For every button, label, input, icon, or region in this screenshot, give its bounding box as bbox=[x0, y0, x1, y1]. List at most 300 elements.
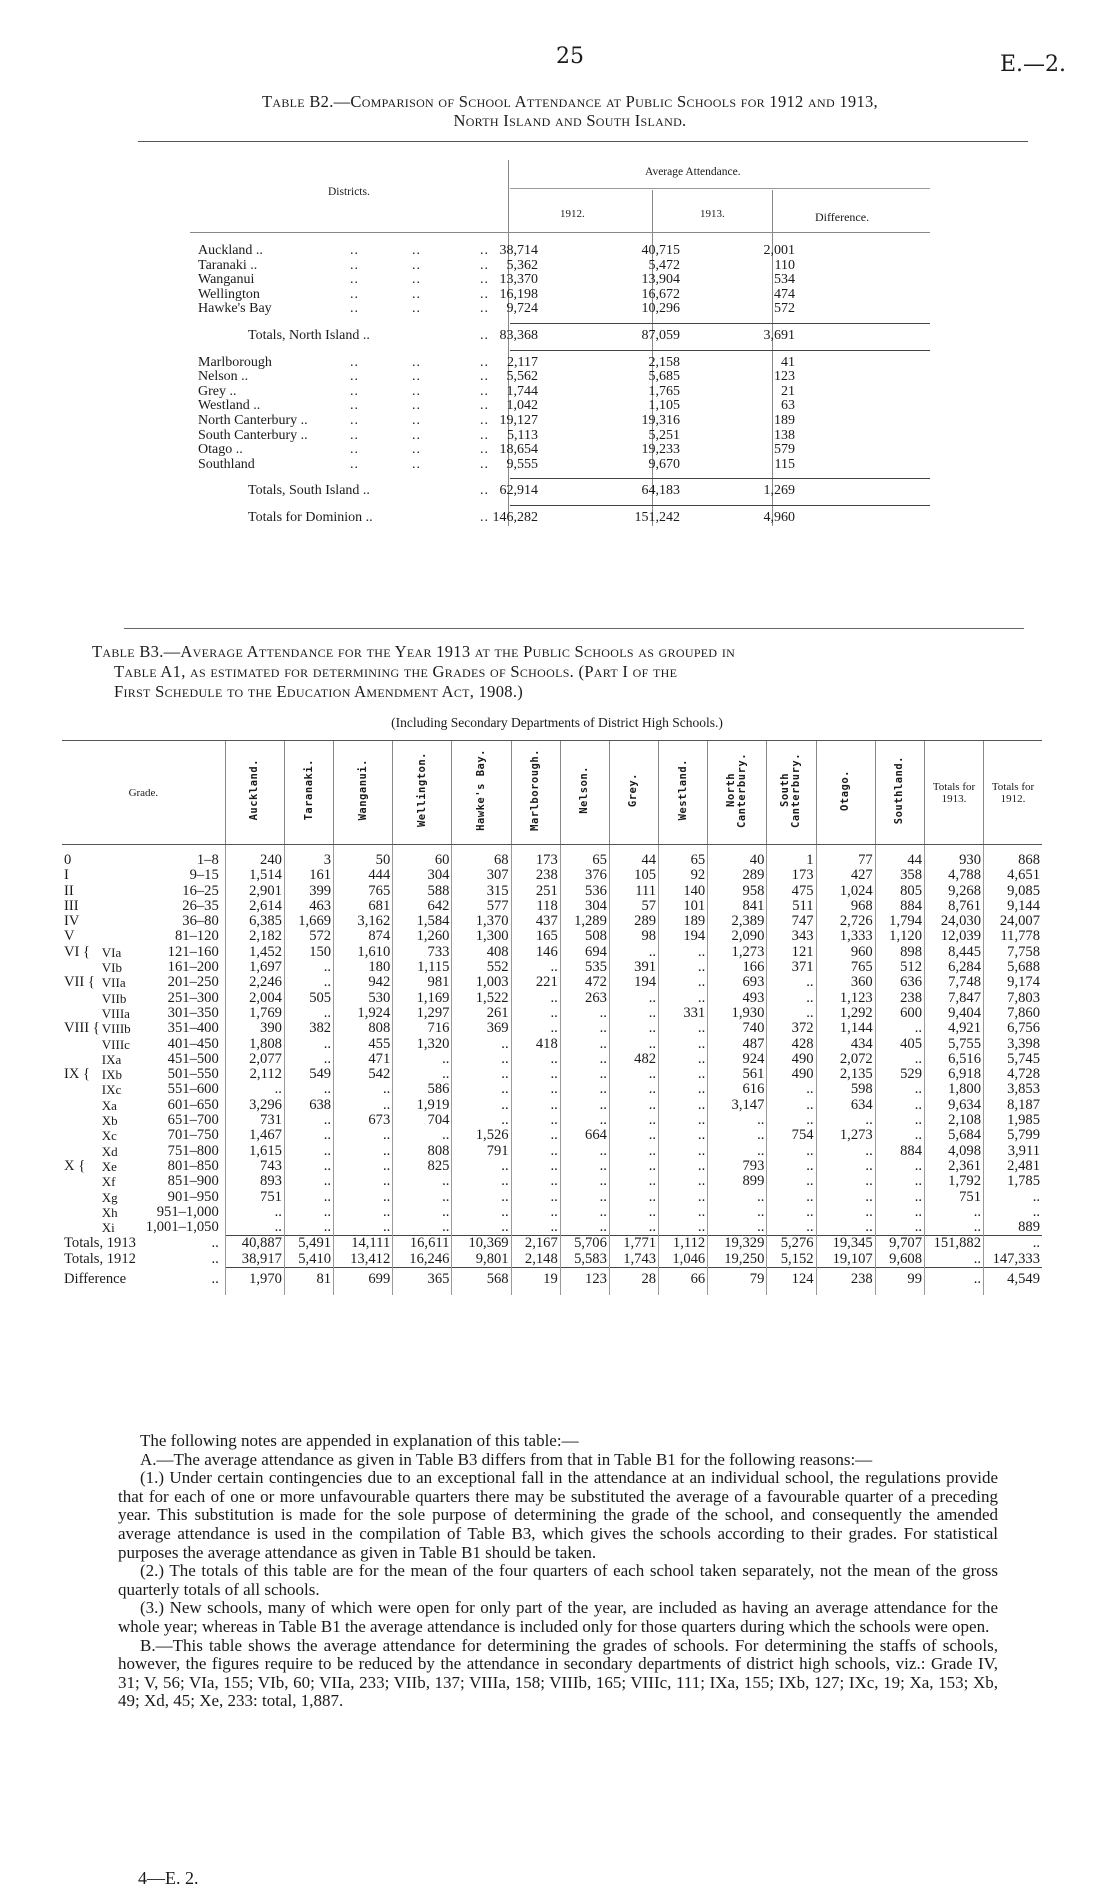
attendance-cell: .. bbox=[609, 1021, 658, 1036]
grade-row bbox=[62, 1052, 1042, 1067]
attendance-cell: 455 bbox=[334, 1037, 393, 1052]
attendance-cell: 8,187 bbox=[984, 1098, 1043, 1113]
attendance-cell: .. bbox=[816, 1220, 875, 1236]
attendance-cell: 490 bbox=[767, 1067, 816, 1082]
attendance-cell: .. bbox=[659, 1159, 708, 1174]
total-cell: 19,107 bbox=[816, 1252, 875, 1268]
attendance-cell: 9,268 bbox=[925, 884, 984, 899]
attendance-cell: .. bbox=[609, 1220, 658, 1236]
attendance-difference: 123 bbox=[774, 369, 795, 385]
attendance-cell: 791 bbox=[452, 1144, 511, 1159]
attendance-cell: 9,085 bbox=[984, 884, 1043, 899]
total-cell: 79 bbox=[708, 1268, 767, 1296]
attendance-cell: 1,930 bbox=[708, 1006, 767, 1021]
attendance-cell: .. bbox=[284, 975, 333, 990]
attendance-cell: .. bbox=[334, 1174, 393, 1189]
grade-subgrade: Xf bbox=[101, 1174, 116, 1190]
total-cell: 5,491 bbox=[284, 1236, 333, 1252]
grade-range: 351–400 bbox=[167, 1020, 219, 1037]
attendance-cell: 434 bbox=[816, 1037, 875, 1052]
attendance-cell: .. bbox=[284, 1113, 333, 1128]
attendance-cell: 731 bbox=[225, 1113, 284, 1128]
north-island-total-row: Totals, North Island .. .. 83,368 87,059 3,691 bbox=[248, 327, 795, 343]
attendance-1913: 19,233 bbox=[641, 442, 680, 458]
total-cell: 1,771 bbox=[609, 1236, 658, 1252]
attendance-cell: 331 bbox=[659, 1006, 708, 1021]
col-header: Southland. bbox=[875, 741, 924, 845]
attendance-cell: .. bbox=[659, 1052, 708, 1067]
district-row: Wanganui .. .. .. 13,370 13,904 534 bbox=[198, 272, 795, 288]
row-label: Difference bbox=[64, 1270, 127, 1287]
grade-group bbox=[62, 1144, 102, 1159]
row-label: Totals, 1913 bbox=[64, 1235, 136, 1252]
total-cell: 5,276 bbox=[767, 1236, 816, 1252]
attendance-cell: 511 bbox=[767, 899, 816, 914]
grade-range: 161–200 bbox=[167, 959, 219, 976]
attendance-cell: 1,526 bbox=[452, 1128, 511, 1143]
attendance-difference: 41 bbox=[781, 354, 795, 370]
attendance-cell: .. bbox=[609, 1113, 658, 1128]
col-header: Wellington. bbox=[393, 741, 452, 845]
grade-group bbox=[62, 1113, 102, 1128]
col-header: Wanganui. bbox=[334, 741, 393, 845]
attendance-cell: .. bbox=[560, 1159, 609, 1174]
attendance-cell: 2,481 bbox=[984, 1159, 1043, 1174]
district-name: North Canterbury .. bbox=[198, 412, 308, 428]
attendance-cell: 3,398 bbox=[984, 1037, 1043, 1052]
attendance-cell: 1,370 bbox=[452, 914, 511, 929]
attendance-cell: 2,077 bbox=[225, 1052, 284, 1067]
attendance-cell: .. bbox=[609, 1190, 658, 1205]
attendance-cell: 1,985 bbox=[984, 1113, 1043, 1128]
col-header: Hawke's Bay. bbox=[452, 741, 511, 845]
attendance-cell: 716 bbox=[393, 1021, 452, 1036]
attendance-cell: .. bbox=[767, 1159, 816, 1174]
total-cell: 5,152 bbox=[767, 1252, 816, 1268]
attendance-cell: 77 bbox=[816, 845, 875, 869]
total-cell: 99 bbox=[875, 1268, 924, 1296]
attendance-cell: 588 bbox=[393, 884, 452, 899]
attendance-1913: 1,105 bbox=[648, 398, 680, 414]
table-b3-title: Table B3.—Average Attendance for the Year 1913 at the Public Schools as grouped in Table A1, as estimated for determining the Grades of Schools. (Part I of the First Schedule to the Education Amendment Act, 1908.) bbox=[92, 642, 736, 701]
grade-range: 751–800 bbox=[167, 1142, 219, 1159]
attendance-difference: 21 bbox=[781, 383, 795, 399]
attendance-1912: 5,562 bbox=[506, 369, 538, 385]
grade-range: 701–750 bbox=[167, 1127, 219, 1144]
attendance-cell: 4,788 bbox=[925, 868, 984, 883]
attendance-cell: .. bbox=[767, 1144, 816, 1159]
grade-row bbox=[62, 1082, 1042, 1097]
attendance-cell: .. bbox=[452, 1037, 511, 1052]
attendance-cell: .. bbox=[984, 1190, 1043, 1205]
attendance-cell: .. bbox=[816, 1113, 875, 1128]
district-row: Westland .. .. .. .. 1,042 1,105 63 bbox=[198, 398, 795, 414]
attendance-cell: 60 bbox=[393, 845, 452, 869]
attendance-cell: .. bbox=[659, 1144, 708, 1159]
attendance-cell: .. bbox=[875, 1052, 924, 1067]
total-cell: 1,970 bbox=[225, 1268, 284, 1296]
attendance-cell: 140 bbox=[659, 884, 708, 899]
attendance-cell: 475 bbox=[767, 884, 816, 899]
attendance-cell: 1,024 bbox=[816, 884, 875, 899]
attendance-cell: 1,123 bbox=[816, 991, 875, 1006]
attendance-cell: .. bbox=[659, 975, 708, 990]
district-name: Wanganui bbox=[198, 272, 255, 288]
attendance-cell: .. bbox=[284, 1159, 333, 1174]
attendance-cell: .. bbox=[767, 991, 816, 1006]
attendance-cell: 105 bbox=[609, 868, 658, 883]
attendance-cell: .. bbox=[816, 1190, 875, 1205]
attendance-cell: .. bbox=[609, 1128, 658, 1143]
attendance-difference: 189 bbox=[774, 412, 795, 428]
attendance-1912: 1,042 bbox=[506, 398, 538, 414]
district-row: North Canterbury .. .. .. .. 19,127 19,316 189 bbox=[198, 412, 795, 428]
attendance-cell: .. bbox=[560, 1098, 609, 1113]
note-a1: (1.) Under certain contingencies due to an exceptional fall in the attendance at an individual school, the regulations provide that for each of one or more unfavourable quarters there may be substituted the average of a favourable quarter of a preceding year. This substitution is made for the sole purpose of determining the grade of the school, and consequently the amended average attendance is used in the compilation of Table B3, which gives the schools according to their grades. For statistical purposes the average attendance as given in Table B1 should be taken. bbox=[118, 1468, 998, 1562]
attendance-cell: .. bbox=[925, 1220, 984, 1236]
district-row: Southland .. .. .. 9,555 9,670 115 bbox=[198, 456, 795, 472]
grade-row bbox=[62, 1037, 1042, 1052]
attendance-cell: 968 bbox=[816, 899, 875, 914]
grade-subgrade: Xe bbox=[101, 1158, 117, 1174]
attendance-cell: 65 bbox=[560, 845, 609, 869]
attendance-cell: 530 bbox=[334, 991, 393, 1006]
attendance-cell: 1,144 bbox=[816, 1021, 875, 1036]
attendance-cell: .. bbox=[609, 1006, 658, 1021]
attendance-cell: 693 bbox=[708, 975, 767, 990]
attendance-cell: .. bbox=[284, 1052, 333, 1067]
attendance-cell: 173 bbox=[767, 868, 816, 883]
attendance-cell: 121 bbox=[767, 945, 816, 960]
attendance-cell: 616 bbox=[708, 1082, 767, 1097]
attendance-cell: 2,614 bbox=[225, 899, 284, 914]
attendance-cell: .. bbox=[609, 1205, 658, 1220]
attendance-cell: 9,634 bbox=[925, 1098, 984, 1113]
total-cell: 4,549 bbox=[984, 1268, 1043, 1296]
grade-subgrade: VIIa bbox=[101, 975, 126, 991]
grade-subgrade: IXc bbox=[101, 1082, 122, 1098]
attendance-cell: 1,785 bbox=[984, 1174, 1043, 1189]
attendance-cell: .. bbox=[659, 1113, 708, 1128]
grade-subgrade: Xh bbox=[101, 1204, 118, 1220]
attendance-cell: 304 bbox=[393, 868, 452, 883]
attendance-difference: 138 bbox=[774, 427, 795, 443]
attendance-1912: 16,198 bbox=[499, 286, 538, 302]
attendance-cell: 3,853 bbox=[984, 1082, 1043, 1097]
attendance-1912: 1,744 bbox=[506, 383, 538, 399]
attendance-cell: .. bbox=[334, 1205, 393, 1220]
attendance-cell: 2,901 bbox=[225, 884, 284, 899]
grade-row bbox=[62, 1190, 1042, 1205]
attendance-cell: 5,755 bbox=[925, 1037, 984, 1052]
attendance-cell: 194 bbox=[609, 975, 658, 990]
attendance-cell: .. bbox=[609, 1098, 658, 1113]
north-island-rows bbox=[190, 244, 930, 317]
district-name: Marlborough bbox=[198, 354, 272, 370]
attendance-cell: .. bbox=[511, 1128, 560, 1143]
attendance-cell: 793 bbox=[708, 1159, 767, 1174]
attendance-cell: 1,769 bbox=[225, 1006, 284, 1021]
grade-subgrade: Xc bbox=[101, 1128, 117, 1144]
attendance-cell: 2,112 bbox=[225, 1067, 284, 1082]
attendance-cell: .. bbox=[560, 1144, 609, 1159]
attendance-cell: 664 bbox=[560, 1128, 609, 1143]
grade-row bbox=[62, 914, 1042, 929]
attendance-cell: .. bbox=[452, 1190, 511, 1205]
attendance-cell: .. bbox=[659, 1067, 708, 1082]
attendance-cell: 418 bbox=[511, 1037, 560, 1052]
grade-group: VII { bbox=[64, 974, 95, 991]
attendance-cell: 600 bbox=[875, 1006, 924, 1021]
attendance-cell: 1,669 bbox=[284, 914, 333, 929]
grade-subgrade: VIIIb bbox=[101, 1021, 131, 1037]
grade-range: 951–1,000 bbox=[156, 1203, 219, 1220]
attendance-cell: .. bbox=[511, 1174, 560, 1189]
attendance-cell: 44 bbox=[875, 845, 924, 869]
attendance-cell: .. bbox=[452, 1098, 511, 1113]
attendance-cell: .. bbox=[767, 1174, 816, 1189]
grade-row bbox=[62, 1220, 1042, 1236]
attendance-cell: 360 bbox=[816, 975, 875, 990]
attendance-cell: 7,748 bbox=[925, 975, 984, 990]
grade-range: 81–120 bbox=[174, 928, 219, 945]
attendance-cell: 371 bbox=[767, 960, 816, 975]
total-cell: 1,112 bbox=[659, 1236, 708, 1252]
grade-row bbox=[62, 1159, 1042, 1174]
attendance-cell: .. bbox=[816, 1144, 875, 1159]
attendance-cell: .. bbox=[560, 1174, 609, 1189]
table-b2-header bbox=[190, 160, 930, 236]
total-cell: 151,882 bbox=[925, 1236, 984, 1252]
attendance-cell: .. bbox=[393, 1174, 452, 1189]
attendance-cell: 238 bbox=[511, 868, 560, 883]
document-reference: E.—2. bbox=[999, 52, 1066, 77]
total-cell: 568 bbox=[452, 1268, 511, 1296]
grade-row bbox=[62, 1006, 1042, 1021]
attendance-1912: 9,724 bbox=[506, 301, 538, 317]
attendance-cell: .. bbox=[767, 1190, 816, 1205]
attendance-cell: 1,292 bbox=[816, 1006, 875, 1021]
attendance-cell: 1,273 bbox=[816, 1128, 875, 1143]
attendance-cell: 57 bbox=[609, 899, 658, 914]
grade-subgrade bbox=[102, 929, 146, 944]
grade-group bbox=[62, 1128, 102, 1143]
col-header: Nelson. bbox=[560, 741, 609, 845]
attendance-cell: .. bbox=[452, 1052, 511, 1067]
attendance-cell: 1,297 bbox=[393, 1006, 452, 1021]
grade-row bbox=[62, 975, 1042, 990]
attendance-cell: .. bbox=[659, 1021, 708, 1036]
attendance-cell: 1,697 bbox=[225, 960, 284, 975]
grade-row bbox=[62, 1205, 1042, 1220]
grade-group bbox=[62, 1006, 102, 1021]
attendance-cell: 9,174 bbox=[984, 975, 1043, 990]
attendance-cell: 463 bbox=[284, 899, 333, 914]
attendance-1913: 10,296 bbox=[641, 301, 680, 317]
attendance-cell: .. bbox=[659, 960, 708, 975]
attendance-cell: 1,320 bbox=[393, 1037, 452, 1052]
difference-row: Difference .. 1,970 81 699 365 568 19 123 28 66 79 124 238 99 .. 4,549 bbox=[62, 1268, 1042, 1296]
grade-group: X { bbox=[64, 1157, 86, 1174]
attendance-cell: 733 bbox=[393, 945, 452, 960]
grade-range: 601–650 bbox=[167, 1096, 219, 1113]
attendance-cell: .. bbox=[393, 1067, 452, 1082]
attendance-cell: .. bbox=[393, 1128, 452, 1143]
grade-range: 451–500 bbox=[167, 1050, 219, 1067]
note-a: A.—The average attendance as given in Table B3 differs from that in Table B1 for the following reasons:— bbox=[140, 1449, 873, 1469]
note-a2: (2.) The totals of this table are for the mean of the four quarters of each school taken separately, not the mean of the gross quarterly totals of all schools. bbox=[118, 1561, 998, 1599]
grade-group bbox=[62, 1052, 102, 1067]
south-island-rows bbox=[190, 356, 930, 473]
district-name: Nelson .. bbox=[198, 369, 249, 385]
footer-signature: 4—E. 2. bbox=[138, 1868, 199, 1888]
attendance-cell: 586 bbox=[393, 1082, 452, 1097]
attendance-cell: .. bbox=[659, 1128, 708, 1143]
notes-intro: The following notes are appended in explanation of this table:— bbox=[140, 1431, 579, 1450]
total-cell: 19,329 bbox=[708, 1236, 767, 1252]
attendance-cell: 399 bbox=[284, 884, 333, 899]
attendance-cell: .. bbox=[511, 1190, 560, 1205]
grade-row bbox=[62, 929, 1042, 944]
attendance-cell: 765 bbox=[816, 960, 875, 975]
total-cell: 1,046 bbox=[659, 1252, 708, 1268]
attendance-cell: 8,445 bbox=[925, 945, 984, 960]
col-header: Taranaki. bbox=[284, 741, 333, 845]
grade-range: 651–700 bbox=[167, 1112, 219, 1129]
grade-row bbox=[62, 1021, 1042, 1036]
grade-subgrade bbox=[102, 845, 146, 869]
attendance-1913: 13,904 bbox=[641, 272, 680, 288]
attendance-cell: .. bbox=[560, 1082, 609, 1097]
table-b3-header bbox=[62, 741, 1042, 845]
col-average-attendance: Average Attendance. bbox=[645, 166, 741, 178]
district-name: Wellington bbox=[198, 286, 260, 302]
grade-group bbox=[62, 1098, 102, 1113]
district-name: Grey .. bbox=[198, 383, 237, 399]
attendance-cell: 924 bbox=[708, 1052, 767, 1067]
grade-row bbox=[62, 884, 1042, 899]
total-cell: 19 bbox=[511, 1268, 560, 1296]
attendance-cell: .. bbox=[225, 1205, 284, 1220]
grade-subgrade: Xi bbox=[101, 1220, 115, 1236]
attendance-cell: .. bbox=[511, 1067, 560, 1082]
attendance-cell: .. bbox=[511, 1052, 560, 1067]
attendance-cell: 490 bbox=[767, 1052, 816, 1067]
attendance-cell: .. bbox=[984, 1205, 1043, 1220]
attendance-cell: 472 bbox=[560, 975, 609, 990]
grade-group bbox=[62, 991, 102, 1006]
attendance-cell: .. bbox=[767, 1082, 816, 1097]
attendance-cell: 1,794 bbox=[875, 914, 924, 929]
attendance-cell: 12,039 bbox=[925, 929, 984, 944]
grade-subgrade: IXb bbox=[101, 1067, 122, 1083]
grade-group bbox=[62, 1190, 102, 1205]
grade-subgrade bbox=[102, 899, 146, 914]
page-number: 25 bbox=[556, 44, 584, 69]
grade-group: I bbox=[64, 867, 69, 884]
attendance-cell: .. bbox=[393, 1052, 452, 1067]
attendance-cell: 4,921 bbox=[925, 1021, 984, 1036]
attendance-cell: 529 bbox=[875, 1067, 924, 1082]
attendance-cell: .. bbox=[560, 1220, 609, 1236]
grade-subgrade: Xg bbox=[101, 1189, 118, 1205]
attendance-cell: .. bbox=[452, 1113, 511, 1128]
page-header bbox=[0, 44, 1114, 84]
attendance-cell: 1,514 bbox=[225, 868, 284, 883]
attendance-cell: 44 bbox=[609, 845, 658, 869]
attendance-cell: .. bbox=[659, 1082, 708, 1097]
attendance-difference: 115 bbox=[774, 456, 795, 472]
total-cell: 2,148 bbox=[511, 1252, 560, 1268]
attendance-cell: .. bbox=[609, 1067, 658, 1082]
table-b2 bbox=[190, 160, 930, 526]
attendance-cell: 5,799 bbox=[984, 1128, 1043, 1143]
attendance-cell: 8,761 bbox=[925, 899, 984, 914]
attendance-cell: 391 bbox=[609, 960, 658, 975]
attendance-cell: 3,147 bbox=[708, 1098, 767, 1113]
attendance-cell: .. bbox=[767, 1098, 816, 1113]
attendance-cell: .. bbox=[816, 1174, 875, 1189]
attendance-cell: 1,522 bbox=[452, 991, 511, 1006]
attendance-cell: 9,404 bbox=[925, 1006, 984, 1021]
attendance-difference: 110 bbox=[774, 257, 795, 273]
total-cell: 13,412 bbox=[334, 1252, 393, 1268]
district-row: Marlborough .. .. .. 2,117 2,158 41 bbox=[198, 354, 795, 370]
attendance-cell: .. bbox=[708, 1205, 767, 1220]
attendance-1913: 19,316 bbox=[641, 412, 680, 428]
district-row: South Canterbury .. .. .. .. 5,113 5,251 138 bbox=[198, 427, 795, 443]
attendance-cell: 3,911 bbox=[984, 1144, 1043, 1159]
totals-1912-row: Totals, 1912 .. 38,917 5,410 13,412 16,246 9,801 2,148 5,583 1,743 1,046 19,250 5,152 19,107 9,608 .. 147,333 bbox=[64, 1250, 1040, 1267]
table-b3 bbox=[62, 740, 1062, 1295]
south-island-total-row: Totals, South Island .. .. 62,914 64,183 1,269 bbox=[248, 483, 795, 499]
attendance-cell: 841 bbox=[708, 899, 767, 914]
attendance-cell: 1,120 bbox=[875, 929, 924, 944]
attendance-cell: .. bbox=[560, 1006, 609, 1021]
attendance-cell: .. bbox=[334, 1144, 393, 1159]
attendance-cell: .. bbox=[816, 1159, 875, 1174]
grade-subgrade: VIa bbox=[101, 944, 122, 960]
attendance-cell: 740 bbox=[708, 1021, 767, 1036]
attendance-cell: 289 bbox=[708, 868, 767, 883]
grade-subgrade bbox=[102, 884, 146, 899]
dominion-total-row: Totals for Dominion .. .. 146,282 151,242 4,960 bbox=[248, 509, 795, 525]
col-difference: Difference. bbox=[815, 210, 870, 224]
attendance-cell: 958 bbox=[708, 884, 767, 899]
district-row: Grey .. .. .. .. 1,744 1,765 21 bbox=[198, 383, 795, 399]
attendance-cell: .. bbox=[334, 1190, 393, 1205]
attendance-cell: 884 bbox=[875, 1144, 924, 1159]
attendance-cell: 1,610 bbox=[334, 945, 393, 960]
attendance-cell: 358 bbox=[875, 868, 924, 883]
grade-subgrade: VIIb bbox=[101, 990, 127, 1006]
grade-range: 16–25 bbox=[182, 882, 219, 899]
attendance-cell: 3,296 bbox=[225, 1098, 284, 1113]
attendance-cell: 981 bbox=[393, 975, 452, 990]
attendance-cell: .. bbox=[511, 1205, 560, 1220]
attendance-cell: 408 bbox=[452, 945, 511, 960]
total-cell: 14,111 bbox=[334, 1236, 393, 1252]
attendance-cell: 751 bbox=[925, 1190, 984, 1205]
attendance-cell: .. bbox=[511, 1082, 560, 1097]
total-cell: 124 bbox=[767, 1268, 816, 1296]
attendance-1912: 38,714 bbox=[499, 243, 538, 258]
grade-row bbox=[62, 1144, 1042, 1159]
attendance-cell: 638 bbox=[284, 1098, 333, 1113]
attendance-cell: 5,684 bbox=[925, 1128, 984, 1143]
attendance-cell: 598 bbox=[816, 1082, 875, 1097]
attendance-cell: 4,728 bbox=[984, 1067, 1043, 1082]
